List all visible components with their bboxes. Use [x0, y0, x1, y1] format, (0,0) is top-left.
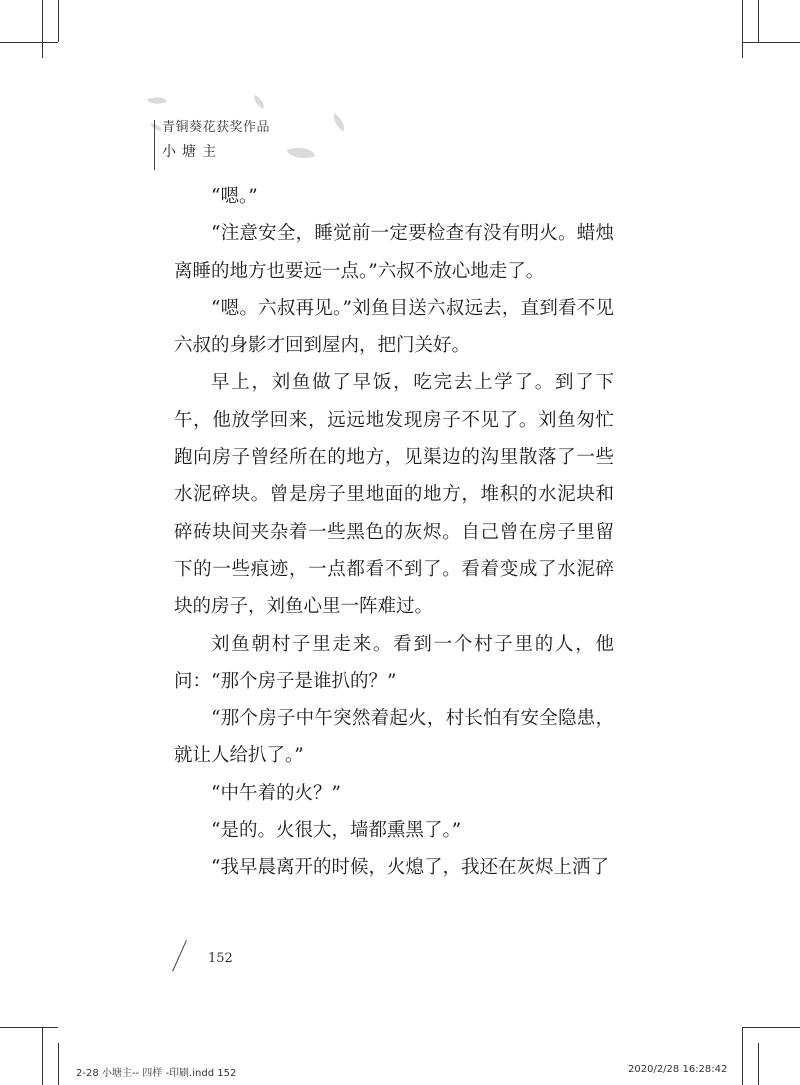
- paragraph: “注意安全，睡觉前一定要检查有没有明火。蜡烛离睡的地方也要远一点。”六叔不放心地走了。: [174, 223, 614, 282]
- paragraph: “那个房子中午突然着起火，村长怕有安全隐患，就让人给扒了。”: [174, 708, 614, 767]
- crop-mark: [742, 42, 800, 43]
- paragraph: 刘鱼朝村子里走来。看到一个村子里的人，他问：“那个房子是谁扒的？”: [174, 633, 614, 692]
- paragraph: “中午着的火？”: [211, 782, 341, 804]
- book-title: 小塘主: [162, 144, 222, 160]
- crop-mark: [742, 1027, 800, 1028]
- petal-decoration: [329, 113, 349, 131]
- slug-filename: 2-28 小塘主-- 四样 -印刷.indd 152: [76, 1068, 237, 1079]
- paragraph: “是的。火很大，墙都熏黑了。”: [211, 820, 462, 842]
- paragraph: “我早晨离开的时候，火熄了，我还在灰烬上洒了: [211, 857, 609, 879]
- crop-mark: [58, 1043, 59, 1085]
- folio-slash: [172, 940, 187, 971]
- crop-mark: [42, 0, 43, 58]
- crop-mark: [758, 1043, 759, 1085]
- crop-mark: [742, 0, 743, 58]
- slug-timestamp: 2020/2/28 16:28:42: [628, 1064, 728, 1075]
- series-title: 青铜葵花获奖作品: [162, 120, 271, 135]
- page-number: 152: [208, 951, 233, 966]
- paragraph: “嗯。”: [211, 186, 258, 207]
- petal-decoration: [147, 93, 167, 108]
- paragraph: 早上，刘鱼做了早饭，吃完去上学了。到了下午，他放学回来，远远地发现房子不见了。刘鱼匆忙跑向房子曾经所在的地方，见渠边的沟里散落了一些水泥碎块。曾是房子里地面的地方，堆积的水泥块和碎砖块间夹杂着一些黑色的灰烬。自己曾在房子里留下的一些痕迹，一点都看不到了。看着变成了水泥碎块的房子，刘鱼心里一阵难过。: [174, 372, 614, 618]
- petal-decoration: [251, 95, 267, 109]
- body-text: [174, 178, 614, 887]
- crop-mark: [0, 42, 58, 43]
- header-rule: [154, 120, 155, 170]
- crop-mark: [758, 0, 759, 42]
- crop-mark: [742, 1027, 743, 1085]
- petal-decoration: [287, 143, 316, 163]
- crop-mark: [42, 1027, 43, 1085]
- crop-mark: [58, 0, 59, 42]
- crop-mark: [0, 1027, 58, 1028]
- paragraph: “嗯。六叔再见。”刘鱼目送六叔远去，直到看不见六叔的身影才回到屋内，把门关好。: [174, 297, 614, 357]
- petal-decoration: [150, 123, 163, 131]
- running-header: [162, 116, 270, 161]
